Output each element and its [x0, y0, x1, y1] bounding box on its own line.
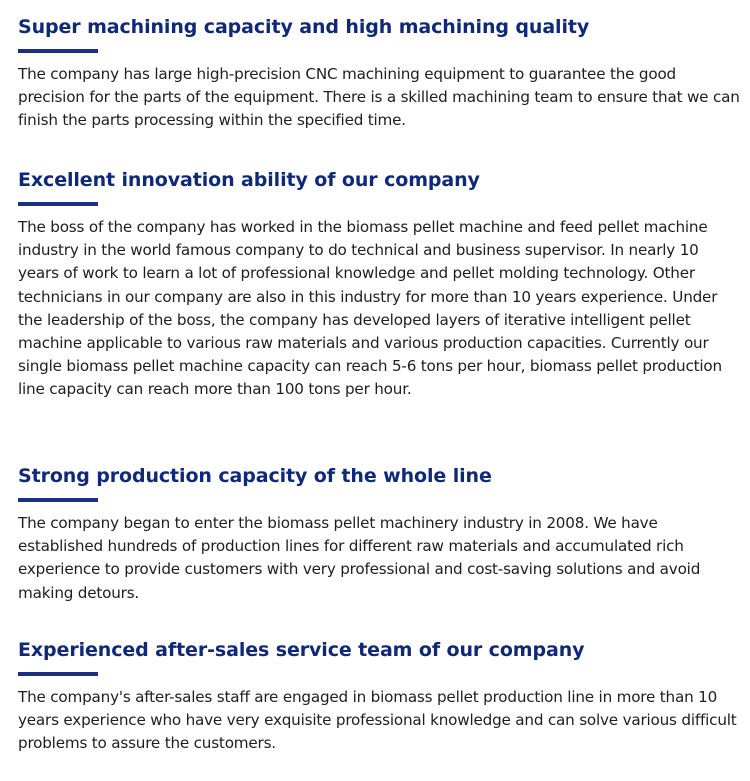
section-machining-capacity	[18, 15, 744, 133]
section-body: The company has large high-precision CNC machining equipment to guarantee the good precision for the parts of the equipment. There is a skilled machining team to ensure that we can finish the parts processing within the specified time.	[18, 65, 740, 130]
section-title: Super machining capacity and high machining quality	[18, 16, 590, 38]
section-innovation-ability	[18, 168, 744, 402]
section-body: The company's after-sales staff are engaged in biomass pellet production line in more than 10 years experience who have very exquisite professional knowledge and can solve various difficult problems to assure the customers.	[18, 688, 737, 753]
section-title: Excellent innovation ability of our company	[18, 169, 480, 191]
section-title: Experienced after-sales service team of our company	[18, 639, 585, 661]
section-title: Strong production capacity of the whole line	[18, 465, 492, 487]
title-underline	[18, 498, 98, 502]
section-body: The company began to enter the biomass pellet machinery industry in 2008. We have established hundreds of production lines for different raw materials and accumulated rich experience to provide customers with very professional and cost-saving solutions and avoid making detours.	[18, 514, 701, 602]
section-body: The boss of the company has worked in the biomass pellet machine and feed pellet machine industry in the world famous company to do technical and business supervisor. In nearly 10 years of work to learn a lot of professional knowledge and pellet molding technology. Other technicians in our company are also in this industry for more than 10 years experience. Under the leadership of the boss, the company has developed layers of iterative intelligent pellet machine applicable to various raw materials and various production capacities. Currently our single biomass pellet machine capacity can reach 5-6 tons per hour, biomass pellet production line capacity can reach more than 100 tons per hour.	[18, 218, 722, 399]
title-underline	[18, 202, 98, 206]
section-after-sales-team	[18, 638, 744, 756]
title-underline	[18, 672, 98, 676]
section-production-capacity	[18, 464, 744, 605]
title-underline	[18, 49, 98, 53]
